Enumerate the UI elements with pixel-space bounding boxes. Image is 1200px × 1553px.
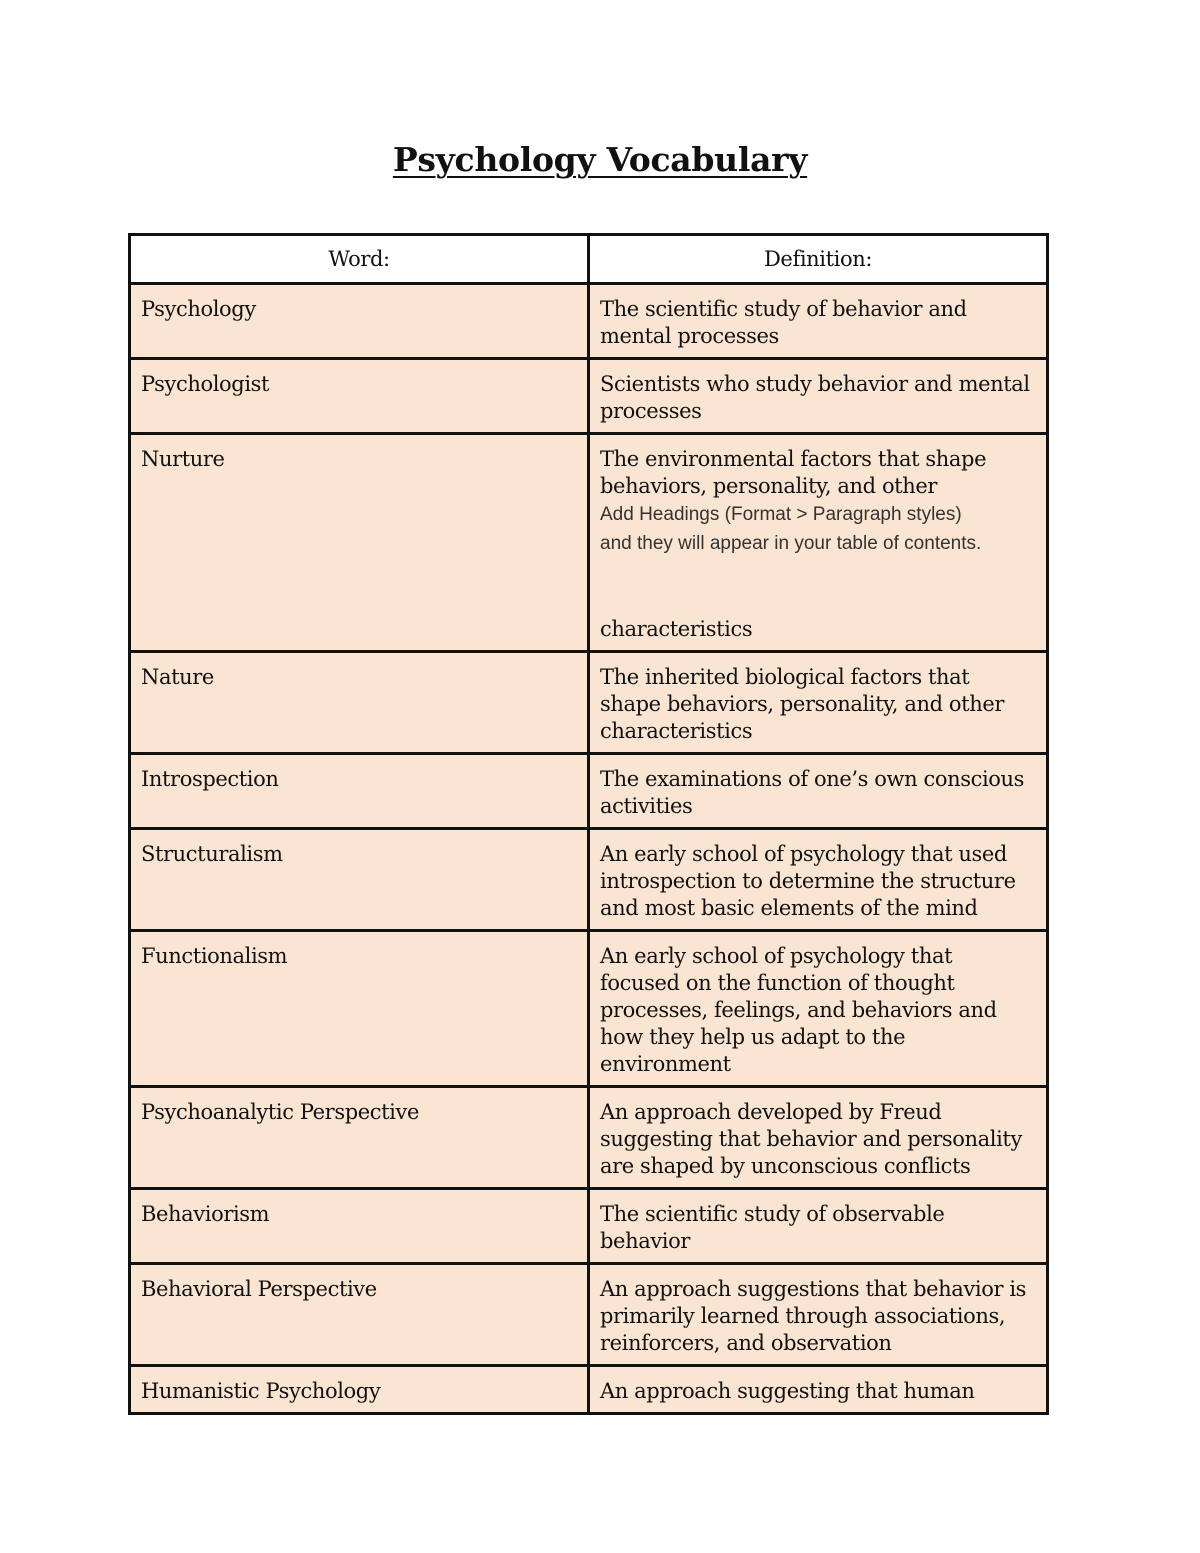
table-row bbox=[130, 1087, 1048, 1189]
table-row bbox=[130, 359, 1048, 434]
definition-cell: An approach suggesting that human bbox=[589, 1366, 1048, 1414]
table-row bbox=[130, 1366, 1048, 1414]
definition-cell: An approach suggestions that behavior is primarily learned through associations, reinforcers, and observation bbox=[589, 1264, 1048, 1366]
table-row bbox=[130, 284, 1048, 359]
word-column-header: Word: bbox=[130, 235, 589, 284]
definition-text: The environmental factors that shape behaviors, personality, and other bbox=[600, 447, 987, 498]
term-cell: Introspection bbox=[130, 754, 589, 829]
definition-cell: The scientific study of behavior and mental processes bbox=[589, 284, 1048, 359]
table-row bbox=[130, 829, 1048, 931]
definition-cell: Scientists who study behavior and mental processes bbox=[589, 359, 1048, 434]
term-cell: Psychoanalytic Perspective bbox=[130, 1087, 589, 1189]
page-title: Psychology Vocabulary bbox=[392, 140, 808, 179]
definition-cell: An early school of psychology that focused on the function of thought processes, feelings, and behaviors and how they help us adapt to the environment bbox=[589, 931, 1048, 1087]
term-cell: Humanistic Psychology bbox=[130, 1366, 589, 1414]
headings-hint-line-1: Add Headings (Format > Paragraph styles) bbox=[600, 504, 962, 525]
definition-cell: An approach developed by Freud suggesting that behavior and personality are shaped by unconscious conflicts bbox=[589, 1087, 1048, 1189]
definition-cell: An early school of psychology that used introspection to determine the structure and most basic elements of the mind bbox=[589, 829, 1048, 931]
term-cell: Nurture bbox=[130, 434, 589, 652]
term-cell: Behaviorism bbox=[130, 1189, 589, 1264]
definition-column-header: Definition: bbox=[589, 235, 1048, 284]
term-cell: Psychologist bbox=[130, 359, 589, 434]
table-row bbox=[130, 931, 1048, 1087]
definition-cell: The scientific study of observable behavior bbox=[589, 1189, 1048, 1264]
term-cell: Structuralism bbox=[130, 829, 589, 931]
table-row bbox=[130, 1264, 1048, 1366]
term-cell: Nature bbox=[130, 652, 589, 754]
definition-cell bbox=[589, 434, 1048, 652]
table-row bbox=[130, 652, 1048, 754]
table-header-row bbox=[130, 235, 1048, 284]
definition-text-end: characteristics bbox=[600, 617, 753, 641]
definition-cell: The inherited biological factors that shape behaviors, personality, and other characteristics bbox=[589, 652, 1048, 754]
table-row bbox=[130, 434, 1048, 652]
headings-hint-line-2: and they will appear in your table of contents. bbox=[600, 533, 982, 554]
table-row bbox=[130, 1189, 1048, 1264]
vocabulary-table bbox=[128, 233, 1049, 1415]
definition-cell: The examinations of one’s own conscious activities bbox=[589, 754, 1048, 829]
term-cell: Behavioral Perspective bbox=[130, 1264, 589, 1366]
table-row bbox=[130, 754, 1048, 829]
blank-lines bbox=[600, 558, 1036, 616]
term-cell: Psychology bbox=[130, 284, 589, 359]
term-cell: Functionalism bbox=[130, 931, 589, 1087]
